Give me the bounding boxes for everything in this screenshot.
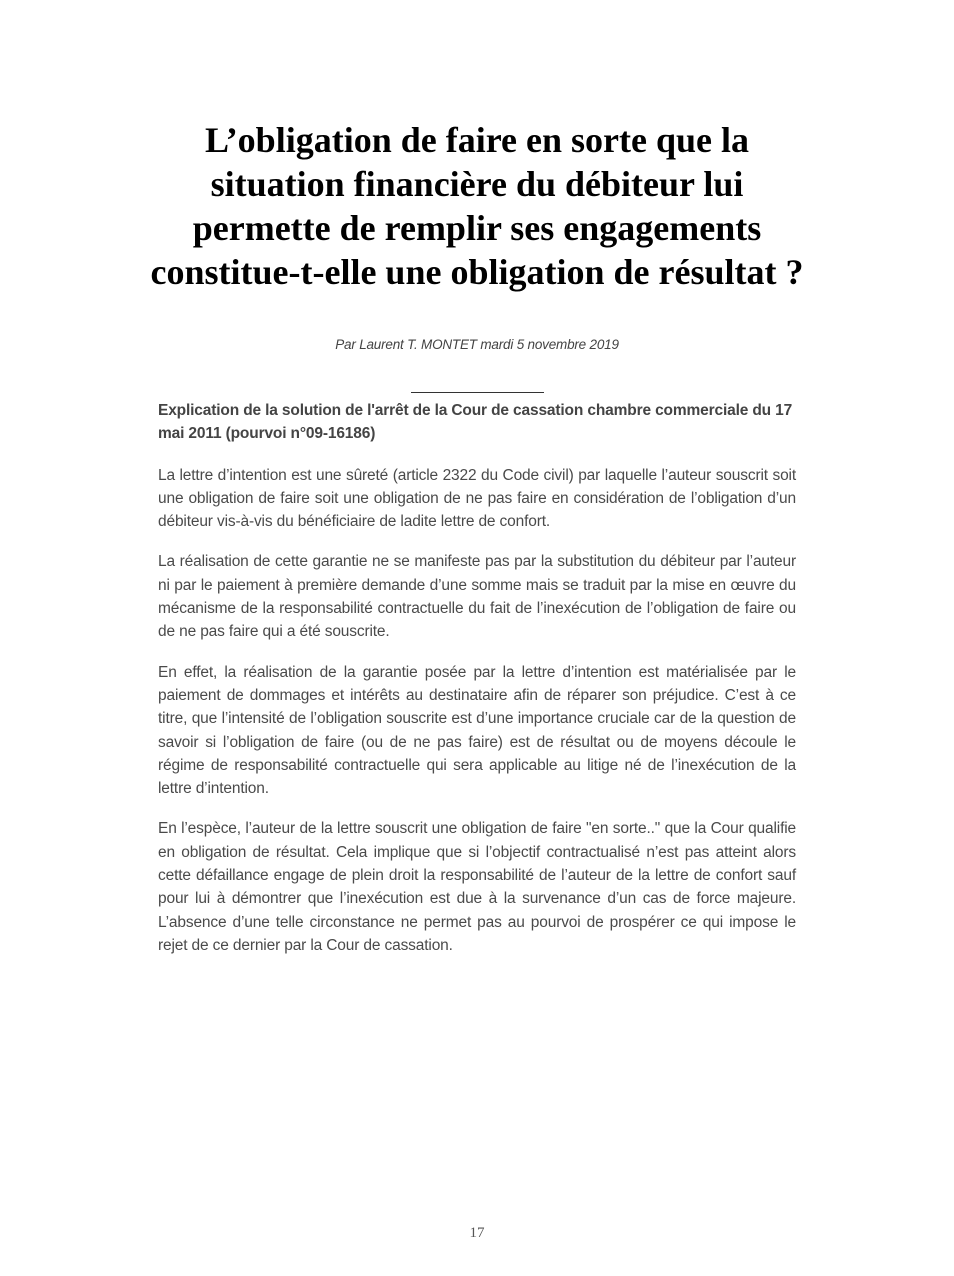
article-title: L’obligation de faire en sorte que la situation financière du débiteur lui permette de remplir ses engagements constitue-t-elle une obligation de résultat ?	[150, 120, 804, 292]
paragraph-1: La lettre d’intention est une sûreté (article 2322 du Code civil) par laquelle l’auteur souscrit soit une obligation de faire soit une obligation de ne pas faire en considération de l’obligation d’un débiteur vis-à-vis du bénéficiaire de ladite lettre de confort.	[158, 466, 796, 531]
article-lead: Explication de la solution de l'arrêt de la Cour de cassation chambre commerciale du 17 mai 2011 (pourvoi n°09-16186)	[158, 402, 793, 443]
article-body	[158, 399, 796, 974]
section-divider	[411, 392, 544, 393]
paragraph-4: En l’espèce, l’auteur de la lettre souscrit une obligation de faire "en sorte.." que la Cour qualifie en obligation de résultat. Cela implique que si l’objectif contractualisé n’est pas atteint alors cette défaillance engage de plein droit la responsabilité de l’auteur de la lettre de confort sauf pour lui à démontrer que l’inexécution est due à la survenance d’un cas de force majeure. L’absence d’une telle circonstance ne permet pas au pourvoi de prospérer ce qui impose le rejet de ce dernier par la Cour de cassation.	[158, 820, 796, 954]
page-number: 17	[469, 1225, 485, 1241]
paragraph-2: La réalisation de cette garantie ne se manifeste pas par la substitution du débiteur par l’auteur ni par le paiement à première demande d’une somme mais se traduit par la mise en œuvre du mécanisme de la responsabilité contractuelle du fait de l’inexécution de l’obligation de faire ou de ne pas faire qui a été souscrite.	[158, 553, 796, 641]
article-byline: Par Laurent T. MONTET mardi 5 novembre 2019	[335, 337, 619, 352]
paragraph-3: En effet, la réalisation de la garantie posée par la lettre d’intention est matérialisée par le paiement de dommages et intérêts au destinataire afin de réparer son préjudice. C’est à ce titre, que l’intensité de l’obligation souscrite est d’une importance cruciale car de la question de savoir si l’obligation de faire (ou de ne pas faire) est de résultat ou de moyens découle le régime de responsabilité contractuelle qui sera applicable au litige né de l’inexécution de la lettre d’intention.	[158, 663, 796, 798]
